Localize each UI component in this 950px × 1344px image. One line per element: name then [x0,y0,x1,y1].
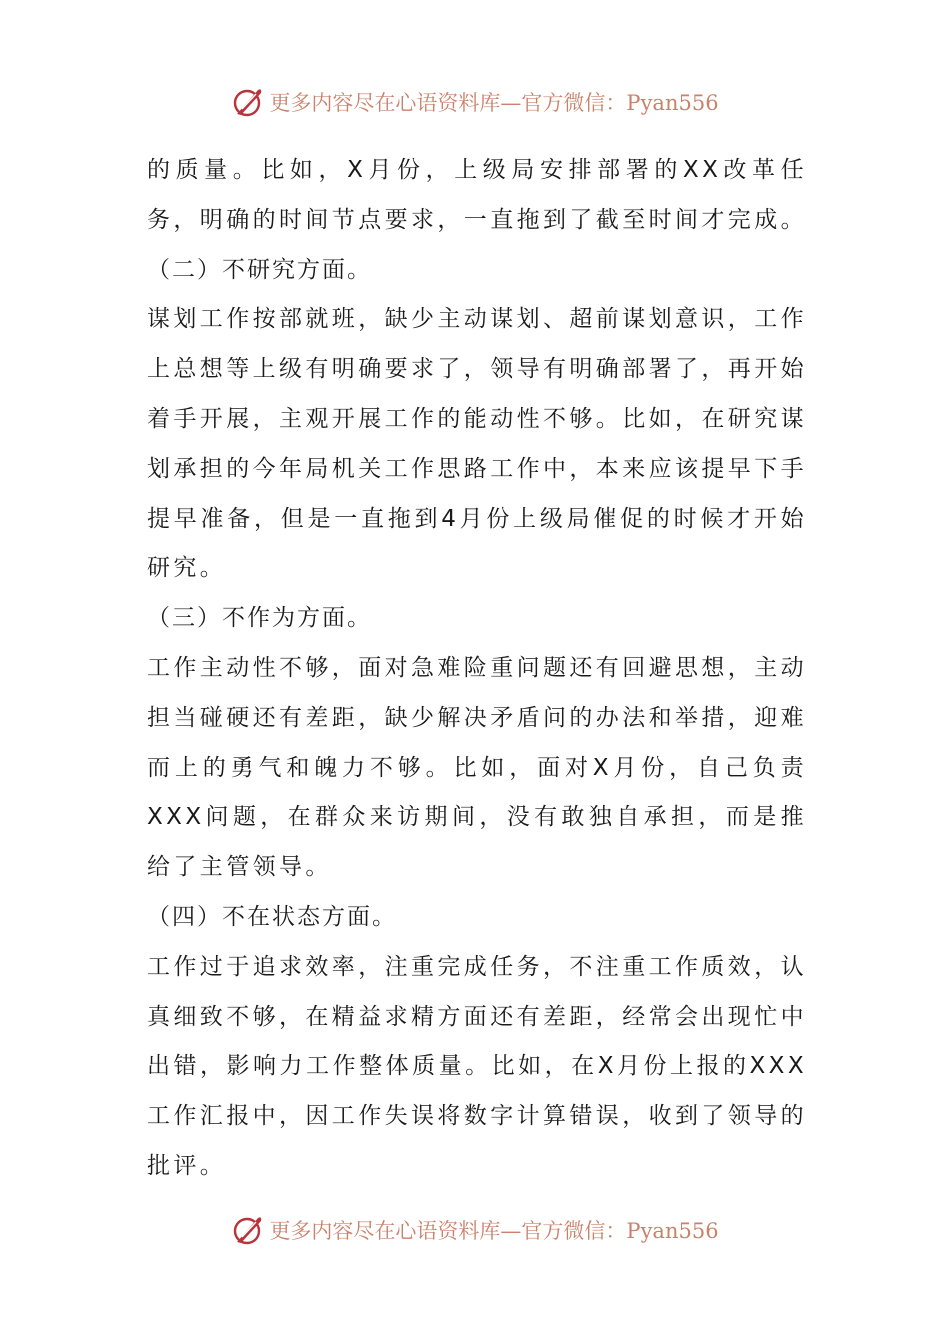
quill-pen-logo-icon [231,85,265,119]
quill-pen-logo-icon [231,1213,265,1247]
paragraph: 谋划工作按部就班，缺少主动谋划、超前谋划意识，工作上总想等上级有明确要求了，领导有明确部署了，再开始着手开展，主观开展工作的能动性不够。比如，在研究谋划承担的今年局机关工作思路工作中，本来应该提早下手提早准备，但是一直拖到4月份上级局催促的时候才开始研究。 [147,306,807,582]
document-body [147,146,807,1192]
header-watermark-banner [0,82,950,122]
paragraph: 的质量。比如，X月份，上级局安排部署的XX改革任务，明确的时间节点要求，一直拖到了截至时间才完成。 [147,157,807,233]
paragraph: 工作主动性不够，面对急难险重问题还有回避思想，主动担当碰硬还有差距，缺少解决矛盾问的办法和举措，迎难而上的勇气和魄力不够。比如，面对X月份，自己负责XXX问题，在群众来访期间，没有敢独自承担，而是推给了主管领导。 [147,654,807,881]
section-heading: （四）不在状态方面。 [147,903,397,930]
section-heading: （三）不作为方面。 [147,605,372,632]
watermark-text: 更多内容尽在心语资料库—官方微信：Pyan556 [269,91,719,115]
paragraph: 工作过于追求效率，注重完成任务，不注重工作质效，认真细致不够，在精益求精方面还有差距，经常会出现忙中出错，影响力工作整体质量。比如，在X月份上报的XXX工作汇报中，因工作失误将数字计算错误，收到了领导的批评。 [147,953,807,1179]
section-heading: （二）不研究方面。 [147,256,372,283]
footer-watermark-banner [0,1210,950,1250]
watermark-text: 更多内容尽在心语资料库—官方微信：Pyan556 [269,1219,719,1243]
